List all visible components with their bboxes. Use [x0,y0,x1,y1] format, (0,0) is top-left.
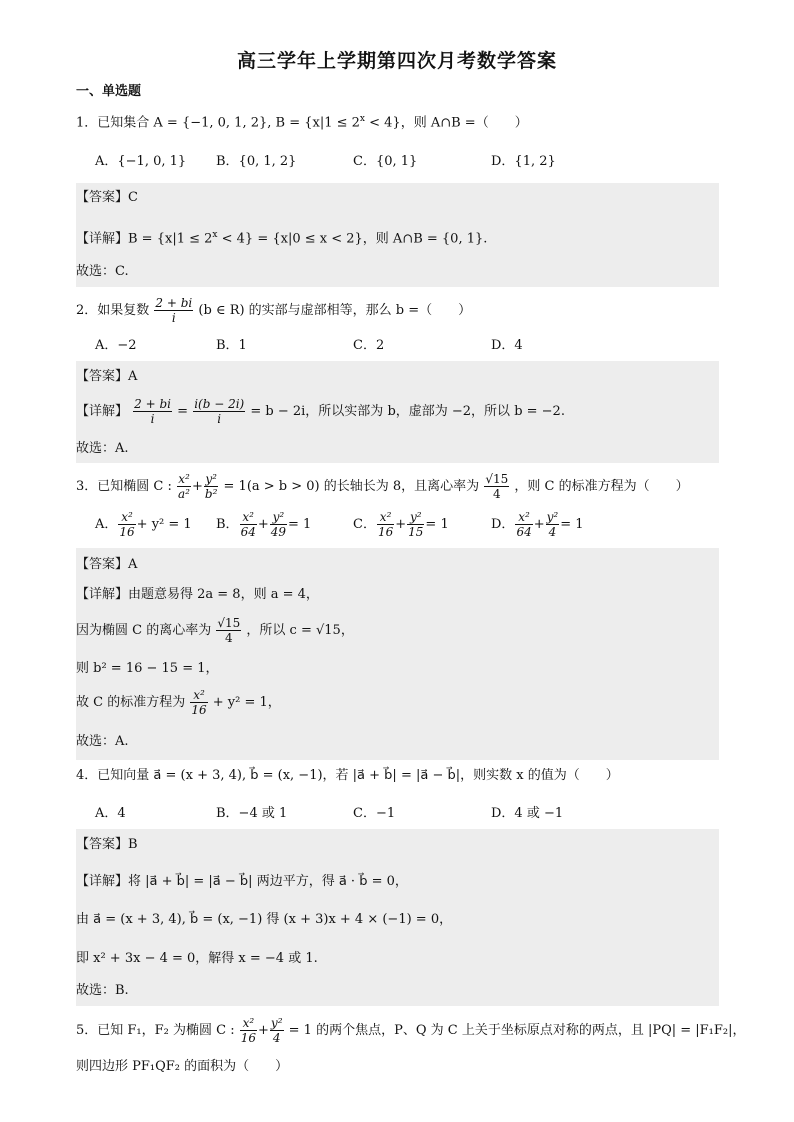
q2-option-b: B．1 [216,338,247,353]
question-5-stem-continued: 则四边形 PF₁QF₂ 的面积为（ ） [76,1059,289,1074]
q3-option-b: B． $\frac{\text{x²}}{64}$ + $\frac{\text{y²}}{49}$ = 1 [216,510,312,539]
q2-fraction: $\frac{2 + bi}{i}$ [155,296,193,325]
q4-option-b: B．−4 或 1 [216,806,288,821]
q2-option-a: A．−2 [95,338,137,353]
q3-detail-2: 因为椭圆 C 的离心率为 $\frac{√15}{4}$ ，所以 c = √15， [76,616,354,645]
question-5-stem: 5．已知 F₁，F₂ 为椭圆 C : $\frac{\text{x²}}{16}$ + $\frac{\text{y²}}{4}$ = 1 的两个焦点，P、Q 为 C 上关于坐标原点对称的两点，且 |PQ| = |F₁F₂|， [76,1016,746,1045]
q4-option-c: C．−1 [353,806,396,821]
q3-detail-3: 则 b² = 16 − 15 = 1， [76,661,219,676]
q2-option-d: D．4 [491,338,523,353]
q2-answer: 【答案】A [76,369,138,384]
q2-option-c: C．2 [353,338,385,353]
q1-option-b: B．{0, 1, 2} [216,154,297,169]
q4-detail-2: 由 a⃗ = (x + 3, 4), b⃗ = (x, −1) 得 (x + 3)x + 4 × (−1) = 0， [76,912,453,927]
q1-choose: 故选：C. [76,264,129,279]
q3-detail-4: 故 C 的标准方程为 $\frac{\text{x²}}{16}$ + y² = 1， [76,688,281,717]
q4-option-a: A．4 [95,806,126,821]
q3-detail-1: 【详解】由题意易得 2a = 8，则 a = 4， [76,587,319,602]
section-heading: 一、单选题 [76,84,142,99]
q2-choose: 故选：A. [76,441,129,456]
q4-detail-3: 即 x² + 3x − 4 = 0，解得 x = −4 或 1. [76,951,318,966]
q4-choose: 故选：B. [76,983,129,998]
question-4-stem: 4．已知向量 a⃗ = (x + 3, 4), b⃗ = (x, −1)，若 |a⃗ + b⃗| = |a⃗ − b⃗|，则实数 x 的值为（ ） [76,768,619,783]
q1-option-a: A．{−1, 0, 1} [95,154,187,169]
q4-option-d: D．4 或 −1 [491,806,564,821]
q3-choose: 故选：A. [76,734,129,749]
q1-option-d: D．{1, 2} [491,154,556,169]
q3-option-a: A． $\frac{\text{x²}}{16}$ + y² = 1 [95,510,192,539]
q4-detail-1: 【详解】将 |a⃗ + b⃗| = |a⃗ − b⃗| 两边平方，得 a⃗ · b⃗ = 0， [76,874,408,889]
q2-detail: 【详解】 $\frac{2 + bi}{i}$ = $\frac{i(b - 2i)}{i}$ = b − 2i，所以实部为 b，虚部为 −2，所以 b = −2. [76,397,565,426]
question-2-stem: 2．如果复数 $\frac{2 + bi}{i}$ (b ∈ R) 的实部与虚部相等，那么 b =（ ） [76,296,472,325]
q4-answer: 【答案】B [76,837,138,852]
q3-option-c: C． $\frac{\text{x²}}{16}$ + $\frac{\text{y²}}{15}$ = 1 [353,510,449,539]
question-1-stem: 1．已知集合 A = {−1, 0, 1, 2}, $B = \{x|1 \le 2^x < 4\}$，则 A∩B =（ ） [76,114,528,131]
q3-answer-box [76,548,719,760]
question-3-stem: 3．已知椭圆 C : $\frac{\text{x²}}{\text{a²}}$ + $\frac{\text{y²}}{\text{b²}}$ = 1(a > b > 0) 的长轴长为 8，且离心率为 $\frac{√15}{4}$ ，则 C 的标准方程为（ ） [76,472,689,501]
q3-answer: 【答案】A [76,557,138,572]
page-title: 高三学年上学期第四次月考数学答案 [236,50,557,72]
q1-detail: 【详解】$B = \{x|1 \le 2^x < 4\} = \{x|0 \le x < 2\}$，则 A∩B = {0, 1}. [76,230,488,247]
q3-option-d: D． $\frac{\text{x²}}{64}$ + $\frac{\text{y²}}{4}$ = 1 [491,510,584,539]
q1-option-c: C．{0, 1} [353,154,418,169]
q1-answer: 【答案】C [76,190,138,205]
